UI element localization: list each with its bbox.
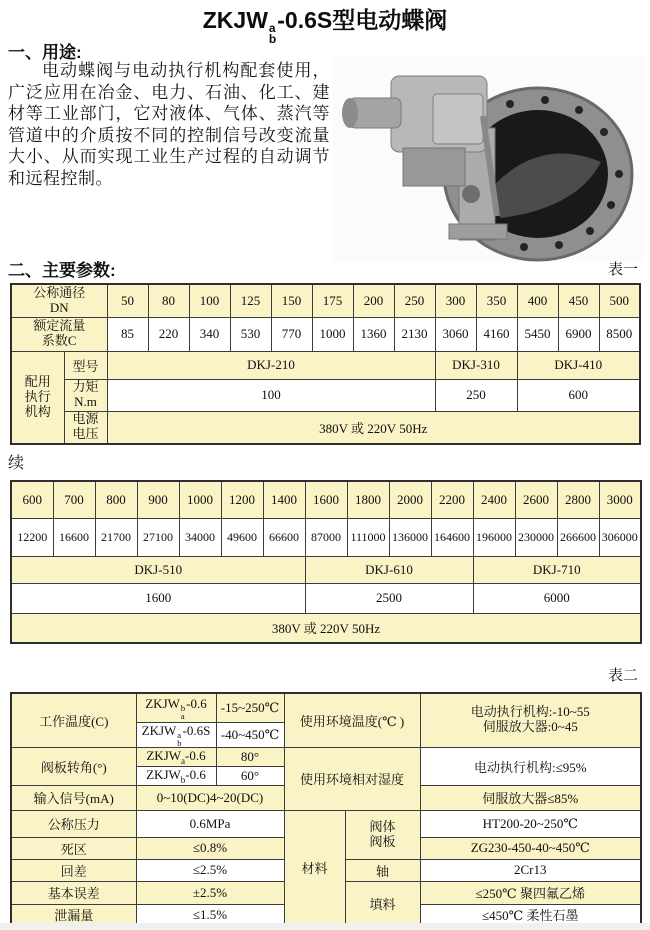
- table-cell: 164600: [431, 518, 473, 556]
- table-cell: 电源 电压: [64, 411, 107, 444]
- table-cell: 150: [271, 284, 312, 317]
- table-cell: 死区: [11, 837, 136, 859]
- table-cell: 500: [599, 284, 640, 317]
- table-cell: ZG230-450-40~450℃: [420, 837, 641, 859]
- table-cell: ≤0.8%: [136, 837, 284, 859]
- table-cell: 350: [476, 284, 517, 317]
- table-cell: 阀板转角(°): [11, 747, 136, 785]
- table-cell: 50: [107, 284, 148, 317]
- table-cell: 2130: [394, 317, 435, 351]
- table-cell: 2500: [305, 583, 473, 613]
- table-cell: -15~250℃: [216, 693, 284, 722]
- table-cell: 230000: [515, 518, 557, 556]
- table2-tag: 表二: [607, 668, 638, 684]
- table-cell: 1200: [221, 481, 263, 518]
- table1-tag: 表一: [607, 262, 638, 278]
- table-cell: 配用 执行 机构: [11, 351, 64, 444]
- table-cell: 泄漏量: [11, 904, 136, 926]
- table-cell: DKJ-410: [517, 351, 640, 379]
- title-suffix: -0.6S型电动蝶阀: [277, 7, 448, 33]
- table-cell: 800: [95, 481, 137, 518]
- table-cell: 80: [148, 284, 189, 317]
- table-cell: 66600: [263, 518, 305, 556]
- table-cell: 力矩 N.m: [64, 379, 107, 411]
- table-cell: DKJ-310: [435, 351, 517, 379]
- table-cell: 使用环境温度(℃ ): [284, 693, 420, 747]
- table-cell: 49600: [221, 518, 263, 556]
- table-cell: 公称通径 DN: [11, 284, 107, 317]
- table-cell: 250: [394, 284, 435, 317]
- table-cell: 250: [435, 379, 517, 411]
- table-cell: 3000: [599, 481, 641, 518]
- table-cell: 输入信号(mA): [11, 785, 136, 810]
- table-cell: 电动执行机构:-10~55 伺服放大器:0~45: [420, 693, 641, 747]
- table-cell: 85: [107, 317, 148, 351]
- table-cell: 伺服放大器≤85%: [420, 785, 641, 810]
- table-cell: 填料: [345, 881, 420, 926]
- table-cell: 450: [558, 284, 599, 317]
- table-cell: 306000: [599, 518, 641, 556]
- table-cell: 100: [189, 284, 230, 317]
- table-cell: 530: [230, 317, 271, 351]
- table-cell: 轴: [345, 859, 420, 881]
- table-cell: 2400: [473, 481, 515, 518]
- table-cell: 60°: [216, 766, 284, 785]
- table-cell: 16600: [53, 518, 95, 556]
- table-cell: DKJ-710: [473, 556, 641, 583]
- table-cell: 125: [230, 284, 271, 317]
- table-cell: 基本误差: [11, 881, 136, 904]
- table-cell: 27100: [137, 518, 179, 556]
- table-cell: 阀体 阀板: [345, 810, 420, 859]
- table-cell: 175: [312, 284, 353, 317]
- parameters-table-2: [10, 692, 642, 927]
- table-cell: ≤250℃ 聚四氟乙烯: [420, 881, 641, 904]
- table-cell: ≤450℃ 柔性石墨: [420, 904, 641, 926]
- table-cell: 220: [148, 317, 189, 351]
- table-cell: 600: [11, 481, 53, 518]
- table-cell: ≤1.5%: [136, 904, 284, 926]
- table-cell: 0~10(DC)4~20(DC): [136, 785, 284, 810]
- table-cell: 2800: [557, 481, 599, 518]
- table-cell: ±2.5%: [136, 881, 284, 904]
- table-cell: $ZKJW_b-0.6$: [136, 766, 216, 785]
- scan-edge: [0, 923, 650, 930]
- table-cell: 196000: [473, 518, 515, 556]
- table-cell: HT200-20~250℃: [420, 810, 641, 837]
- table-cell: 200: [353, 284, 394, 317]
- table-cell: 380V 或 220V 50Hz: [107, 411, 640, 444]
- table-cell: 111000: [347, 518, 389, 556]
- table-cell: 4160: [476, 317, 517, 351]
- title-subscript: b: [268, 32, 277, 46]
- table-cell: 300: [435, 284, 476, 317]
- table-cell: 87000: [305, 518, 347, 556]
- valve-photo: [333, 56, 645, 262]
- table-cell: 5450: [517, 317, 558, 351]
- usage-section-heading: 一、用途:: [8, 43, 82, 62]
- table-cell: 1360: [353, 317, 394, 351]
- table-cell: 770: [271, 317, 312, 351]
- parameters-table-continued: [10, 480, 642, 644]
- usage-paragraph: 电动蝶阀与电动执行机构配套使用，广泛应用在冶金、电力、石油、化工、建材等工业部门，它对液体、气体、蒸汽等管道中的介质按不同的控制信号改变流量大小、从而实现工业生产过程的自动调节和远程控制。: [8, 61, 330, 188]
- title-script-stack: [269, 23, 276, 45]
- table-cell: 2Cr13: [420, 859, 641, 881]
- table-cell: ≤2.5%: [136, 859, 284, 881]
- table-cell: 0.6MPa: [136, 810, 284, 837]
- table-cell: 266600: [557, 518, 599, 556]
- table-cell: 21700: [95, 518, 137, 556]
- page-title: [0, 2, 650, 45]
- table-cell: 400: [517, 284, 558, 317]
- table-cell: 8500: [599, 317, 640, 351]
- table-cell: 80°: [216, 747, 284, 766]
- table-cell: 公称压力: [11, 810, 136, 837]
- table-cell: 600: [517, 379, 640, 411]
- table-cell: 3060: [435, 317, 476, 351]
- table-cell: 2200: [431, 481, 473, 518]
- table-cell: 700: [53, 481, 95, 518]
- title-prefix: ZKJW: [202, 7, 268, 33]
- table-cell: 回差: [11, 859, 136, 881]
- parameters-table-1: [10, 283, 641, 445]
- continued-label: 续: [8, 455, 25, 472]
- table-cell: 1600: [305, 481, 347, 518]
- table-cell: 12200: [11, 518, 53, 556]
- params-section-heading: 二、主要参数:: [8, 261, 116, 280]
- table-cell: 900: [137, 481, 179, 518]
- table-cell: 额定流量 系数C: [11, 317, 107, 351]
- table-cell: $ZKJW_a-0.6$: [136, 747, 216, 766]
- table-cell: 材料: [284, 810, 345, 926]
- table-cell: 1400: [263, 481, 305, 518]
- table-cell: 100: [107, 379, 435, 411]
- table-cell: ZKJW a b -0.6S: [136, 722, 216, 747]
- table-cell: 电动执行机构:≤95%: [420, 747, 641, 785]
- table-cell: 340: [189, 317, 230, 351]
- table-cell: 1600: [11, 583, 305, 613]
- table-cell: 6000: [473, 583, 641, 613]
- table-cell: DKJ-610: [305, 556, 473, 583]
- valve-photo-illustration: [333, 56, 645, 262]
- table-cell: -40~450℃: [216, 722, 284, 747]
- table-cell: 1000: [179, 481, 221, 518]
- table-cell: 2600: [515, 481, 557, 518]
- table-cell: 型号: [64, 351, 107, 379]
- table-cell: 工作温度(C): [11, 693, 136, 747]
- table-cell: 136000: [389, 518, 431, 556]
- table-cell: ZKJW b a -0.6: [136, 693, 216, 722]
- table-cell: DKJ-210: [107, 351, 435, 379]
- table-cell: 6900: [558, 317, 599, 351]
- table-cell: 1000: [312, 317, 353, 351]
- table-cell: 2000: [389, 481, 431, 518]
- table-cell: 34000: [179, 518, 221, 556]
- table-cell: 380V 或 220V 50Hz: [11, 613, 641, 643]
- table-cell: DKJ-510: [11, 556, 305, 583]
- table-cell: 使用环境相对湿度: [284, 747, 420, 810]
- table-cell: 1800: [347, 481, 389, 518]
- title-superscript: a: [268, 21, 276, 35]
